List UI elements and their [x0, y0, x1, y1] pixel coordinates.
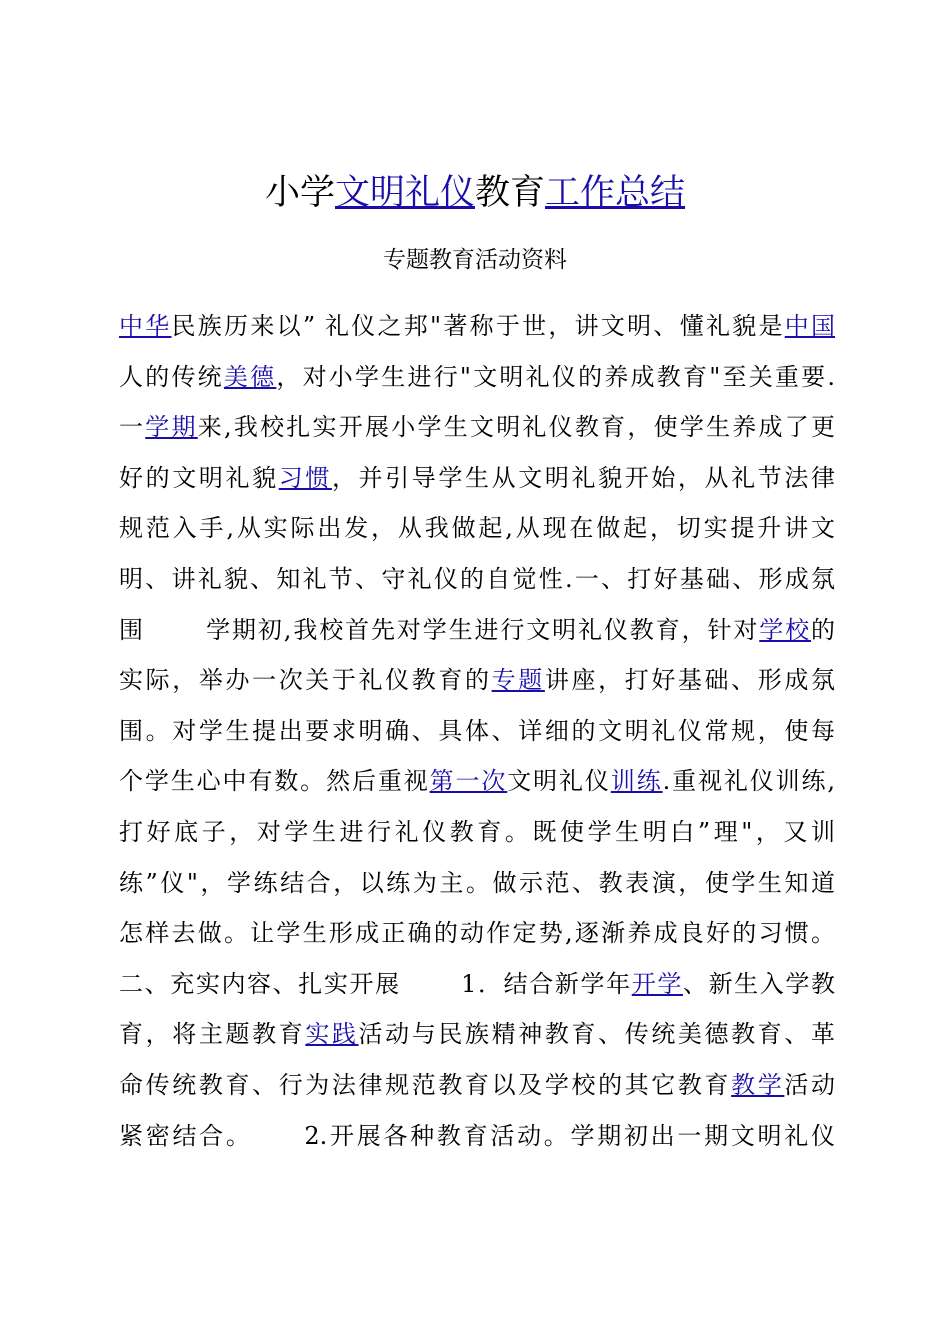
document-subtitle: 专题教育活动资料 [383, 247, 567, 273]
body-text: 紧密结合。 2.开展各种教育活动。学期初出一期文明礼仪 [119, 1121, 835, 1150]
inline-link[interactable]: 学期 [145, 413, 198, 442]
document-title [0, 168, 950, 218]
body-text: 育，将主题教育 [119, 1020, 306, 1049]
paragraph-line [119, 662, 835, 698]
paragraph-line [119, 308, 835, 344]
body-text: 、新生入学教 [682, 969, 836, 998]
paragraph-line [119, 865, 835, 901]
paragraph-line [119, 612, 835, 648]
paragraph-line [119, 561, 835, 597]
body-text: 民族历来以” 礼仪之邦"著称于世，讲文明、懂礼貌是 [171, 312, 785, 340]
body-text: 明、讲礼貌、知礼节、守礼仪的自觉性.一、打好基础、形成氛 [119, 565, 835, 593]
title-link[interactable]: 工作总结 [545, 173, 686, 213]
body-text: 怎样去做。让学生形成正确的动作定势,逐渐养成良好的习惯。 [119, 919, 835, 948]
paragraph-line [119, 359, 835, 395]
body-text: 讲座，打好基础、形成氛 [544, 666, 836, 695]
inline-link[interactable]: 第一次 [429, 767, 508, 796]
inline-link[interactable]: 美德 [223, 362, 277, 391]
body-text: 好的文明礼貌 [119, 463, 279, 492]
body-text: ，对小学生进行"文明礼仪的养成教育"至关重要. [276, 362, 836, 391]
paragraph-line [119, 409, 835, 445]
body-text: 来,我校扎实开展小学生文明礼仪教育，使学生养成了更 [197, 413, 836, 442]
inline-link[interactable]: 开学 [631, 969, 683, 998]
inline-link[interactable]: 习惯 [278, 463, 332, 492]
inline-link[interactable]: 中国 [784, 312, 836, 340]
paragraph-line [119, 1067, 835, 1103]
inline-link[interactable]: 学校 [759, 615, 812, 644]
body-text: 练”仪"，学练结合，以练为主。做示范、教表演，使学生知道 [119, 868, 835, 897]
body-text: 一 [119, 413, 146, 442]
paragraph-line [119, 1118, 835, 1154]
body-text: .重视礼仪训练, [662, 767, 836, 796]
body-text: 围。对学生提出要求明确、具体、详细的文明礼仪常规，使每 [119, 716, 835, 745]
inline-link[interactable]: 实践 [305, 1020, 359, 1049]
paragraph-line [119, 763, 835, 799]
paragraph-line [119, 510, 835, 546]
title-text: 小学 [264, 173, 335, 213]
paragraph-line [119, 460, 835, 496]
body-text: 命传统教育、行为法律规范教育以及学校的其它教育 [119, 1071, 732, 1099]
paragraph-line [119, 713, 835, 749]
body-text: 活动与民族精神教育、传统美德教育、革 [358, 1020, 836, 1049]
paragraph-line [119, 966, 835, 1002]
title-text: 教育 [475, 173, 546, 213]
title-link[interactable]: 文明礼仪 [334, 173, 475, 213]
body-text: 打好底子，对学生进行礼仪教育。既使学生明白”理"，又训 [119, 818, 835, 846]
body-text: 活动 [784, 1071, 836, 1099]
body-text: 规范入手,从实际出发，从我做起,从现在做起，切实提升讲文 [119, 514, 835, 543]
body-text: 实际，举办一次关于礼仪教育的 [119, 666, 492, 695]
body-text: 文明礼仪 [507, 767, 611, 796]
inline-link[interactable]: 中华 [119, 312, 172, 340]
body-text: ，并引导学生从文明礼貌开始，从礼节法律 [331, 463, 836, 492]
body-text: 个学生心中有数。然后重视 [119, 767, 430, 796]
inline-link[interactable]: 教学 [731, 1071, 785, 1099]
body-text: 人的传统 [119, 362, 224, 391]
inline-link[interactable]: 专题 [491, 666, 545, 695]
inline-link[interactable]: 训练 [610, 767, 663, 796]
paragraph-line [119, 915, 835, 951]
body-text: 的 [811, 615, 836, 644]
paragraph-line [119, 814, 835, 850]
body-text: 围 学期初,我校首先对学生进行文明礼仪教育，针对 [119, 615, 760, 644]
paragraph-line [119, 1016, 835, 1052]
body-text: 二、充实内容、扎实开展 1．结合新学年 [119, 969, 632, 998]
